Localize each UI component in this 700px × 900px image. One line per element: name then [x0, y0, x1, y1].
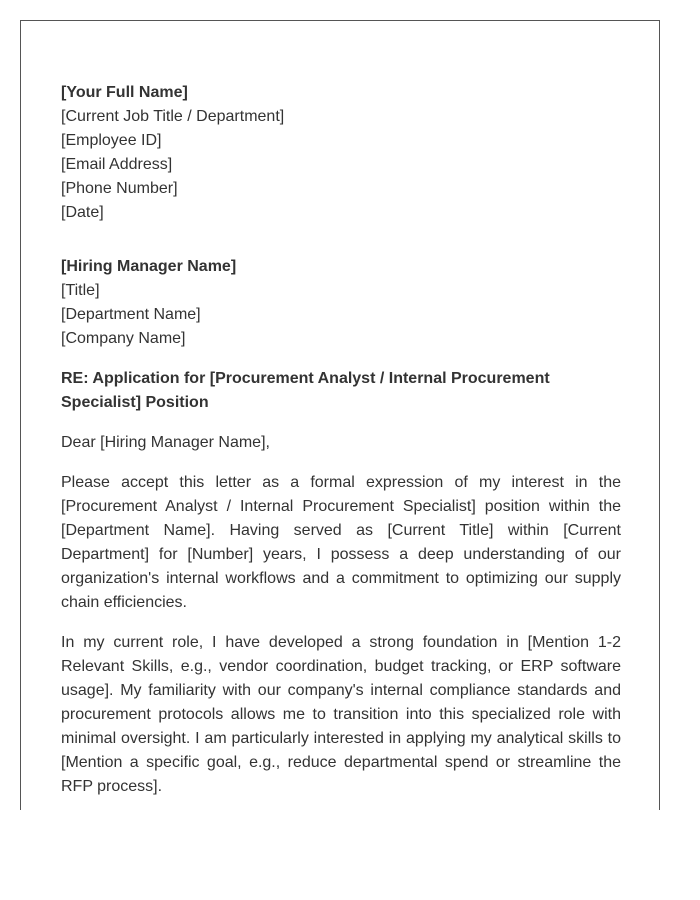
recipient-name: [Hiring Manager Name]	[61, 258, 237, 275]
salutation: Dear [Hiring Manager Name],	[61, 434, 270, 451]
letter-page	[20, 20, 660, 810]
body-paragraph-2: In my current role, I have developed a strong foundation in [Mention 1-2 Relevant Skills, e.g., vendor coordination, budget tracking, or ERP software usage]. My familiarity with our company's internal compliance standards and procurement protocols allows me to transition into this specialized role with minimal oversight. I am particularly interested in applying my analytical skills to [Mention a specific goal, e.g., reduce departmental spend or streamline the RFP process].	[61, 634, 621, 795]
recipient-title: [Title]	[61, 282, 100, 299]
sender-date: [Date]	[61, 204, 104, 221]
recipient-block	[61, 255, 621, 351]
sender-block	[61, 81, 621, 225]
sender-name: [Your Full Name]	[61, 84, 188, 101]
sender-employee-id: [Employee ID]	[61, 132, 162, 149]
recipient-company: [Company Name]	[61, 330, 186, 347]
letter-content	[61, 81, 621, 815]
sender-email: [Email Address]	[61, 156, 173, 173]
subject-line: RE: Application for [Procurement Analyst / Internal Procurement Specialist] Position	[61, 370, 550, 411]
sender-job-title: [Current Job Title / Department]	[61, 108, 285, 125]
sender-phone: [Phone Number]	[61, 180, 178, 197]
body-paragraph-1: Please accept this letter as a formal expression of my interest in the [Procurement Analyst / Internal Procurement Specialist] position within the [Department Name]. Having served as [Current Title] within [Current Department] for [Number] years, I possess a deep understanding of our organization's internal workflows and a commitment to optimizing our supply chain efficiencies.	[61, 474, 621, 611]
recipient-department: [Department Name]	[61, 306, 201, 323]
